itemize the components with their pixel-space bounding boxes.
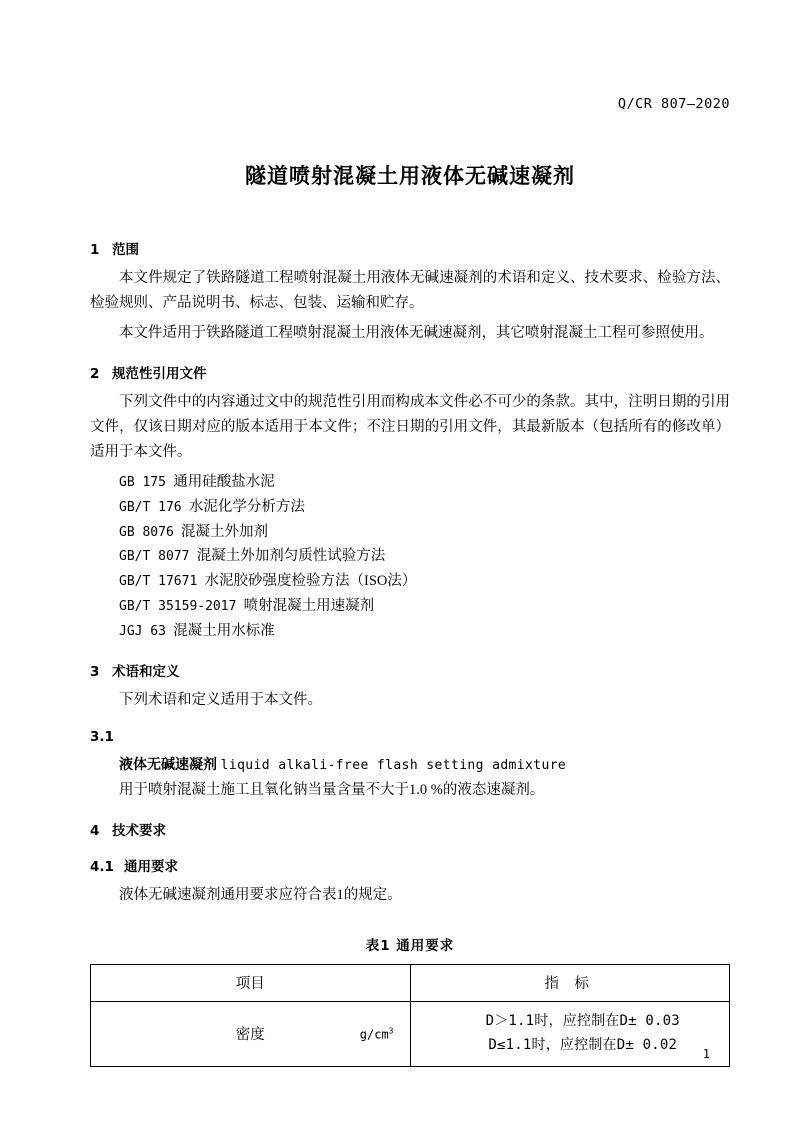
reference-name: 通用硅酸盐水泥 xyxy=(173,473,275,490)
page-number: 1 xyxy=(702,1047,710,1061)
list-item xyxy=(90,470,730,495)
table-header xyxy=(91,964,730,1001)
term-english: liquid alkali-free flash setting admixture xyxy=(220,758,567,774)
section-3-paragraph-1: 下列术语和定义适用于本文件。 xyxy=(119,692,322,709)
subsection-heading-3-1: 3.1 xyxy=(90,729,114,746)
section-title-4: 技术要求 xyxy=(112,823,166,839)
section-1-paragraph-2: 本文件适用于铁路隧道工程喷射混凝土用液体无碱速凝剂，其它喷射混凝土工程可参照使用。 xyxy=(119,324,714,341)
page-title: 隧道喷射混凝土用液体无碱速凝剂 xyxy=(245,164,575,188)
section-1-paragraph-1: 本文件规定了铁路隧道工程喷射混凝土用液体无碱速凝剂的术语和定义、技术要求、检验方法、检验规则、产品说明书、标志、包装、运输和贮存。 xyxy=(90,270,730,311)
reference-name: 混凝土外加剂 xyxy=(181,523,269,540)
list-item xyxy=(90,495,730,520)
section-heading-4 xyxy=(90,819,730,839)
unit-exponent: 3 xyxy=(388,1026,394,1036)
normative-reference-list xyxy=(90,470,730,645)
reference-name: 水泥化学分析方法 xyxy=(188,498,305,515)
section-number-4: 4 xyxy=(90,823,100,839)
reference-name: 水泥胶砂强度检验方法（ISO法） xyxy=(204,573,417,590)
table-cell-item-name xyxy=(91,1001,411,1066)
index-value-line: D≤1.1时，应控制在D± 0.02 xyxy=(488,1036,678,1053)
table-cell-index-values xyxy=(410,1001,730,1066)
section-number-1: 1 xyxy=(90,242,100,258)
term-entry xyxy=(90,753,730,778)
table-header-index: 指 标 xyxy=(410,964,730,1001)
section-2-paragraph-1: 下列文件中的内容通过文中的规范性引用而构成本文件必不可少的条款。其中，注明日期的引用文件，仅该日期对应的版本适用于本文件；不注日期的引用文件，其最新版本（包括所有的修改单）适用于本文件。 xyxy=(90,393,730,460)
list-item xyxy=(90,520,730,545)
list-item xyxy=(90,569,730,594)
reference-code: GB 175 xyxy=(119,474,166,490)
section-heading-3 xyxy=(90,660,730,680)
item-unit xyxy=(360,1026,394,1041)
table-row xyxy=(91,964,730,1001)
section-title-1: 范围 xyxy=(112,242,139,258)
unit-text: g/cm xyxy=(359,1027,389,1042)
subsection-title-4-1: 通用要求 xyxy=(124,859,178,875)
subsection-heading-4-1 xyxy=(90,855,730,875)
table-header-item: 项目 xyxy=(91,964,411,1001)
list-item xyxy=(90,619,730,644)
list-item xyxy=(90,544,730,569)
section-title-3: 术语和定义 xyxy=(112,664,180,681)
reference-code: GB/T 17671 xyxy=(119,574,198,590)
reference-code: GB/T 176 xyxy=(119,499,182,515)
section-number-3: 3 xyxy=(90,664,100,681)
section-4-paragraph-1: 液体无碱速凝剂通用要求应符合表1的规定。 xyxy=(119,887,402,903)
reference-code: GB/T 35159-2017 xyxy=(119,599,237,615)
document-body xyxy=(90,222,730,1067)
standard-code-header: Q/CR 807—2020 xyxy=(617,96,730,112)
reference-name: 混凝土用水标准 xyxy=(173,623,275,640)
term-definition: 用于喷射混凝土施工且氧化钠当量含量不大于1.0 %的液态速凝剂。 xyxy=(119,782,545,799)
reference-code: GB/T 8077 xyxy=(119,549,190,565)
section-number-2: 2 xyxy=(90,365,100,382)
index-value-line: D＞1.1时，应控制在D± 0.03 xyxy=(485,1013,680,1030)
reference-name: 喷射混凝土用速凝剂 xyxy=(243,598,375,615)
item-label-density: 密度 xyxy=(235,1027,265,1044)
reference-code: GB 8076 xyxy=(119,524,174,540)
reference-name: 混凝土外加剂匀质性试验方法 xyxy=(196,548,386,565)
subsection-number-4-1: 4.1 xyxy=(90,859,114,875)
section-heading-1 xyxy=(90,238,730,258)
table-body xyxy=(91,1001,730,1066)
general-requirements-table xyxy=(90,964,730,1067)
reference-code: JGJ 63 xyxy=(119,624,166,640)
list-item xyxy=(90,594,730,619)
table-caption: 表1 通用要求 xyxy=(365,937,455,954)
section-title-2: 规范性引用文件 xyxy=(112,365,207,382)
term-chinese: 液体无碱速凝剂 xyxy=(119,757,217,774)
table-row xyxy=(91,1001,730,1066)
section-heading-2 xyxy=(90,362,730,382)
